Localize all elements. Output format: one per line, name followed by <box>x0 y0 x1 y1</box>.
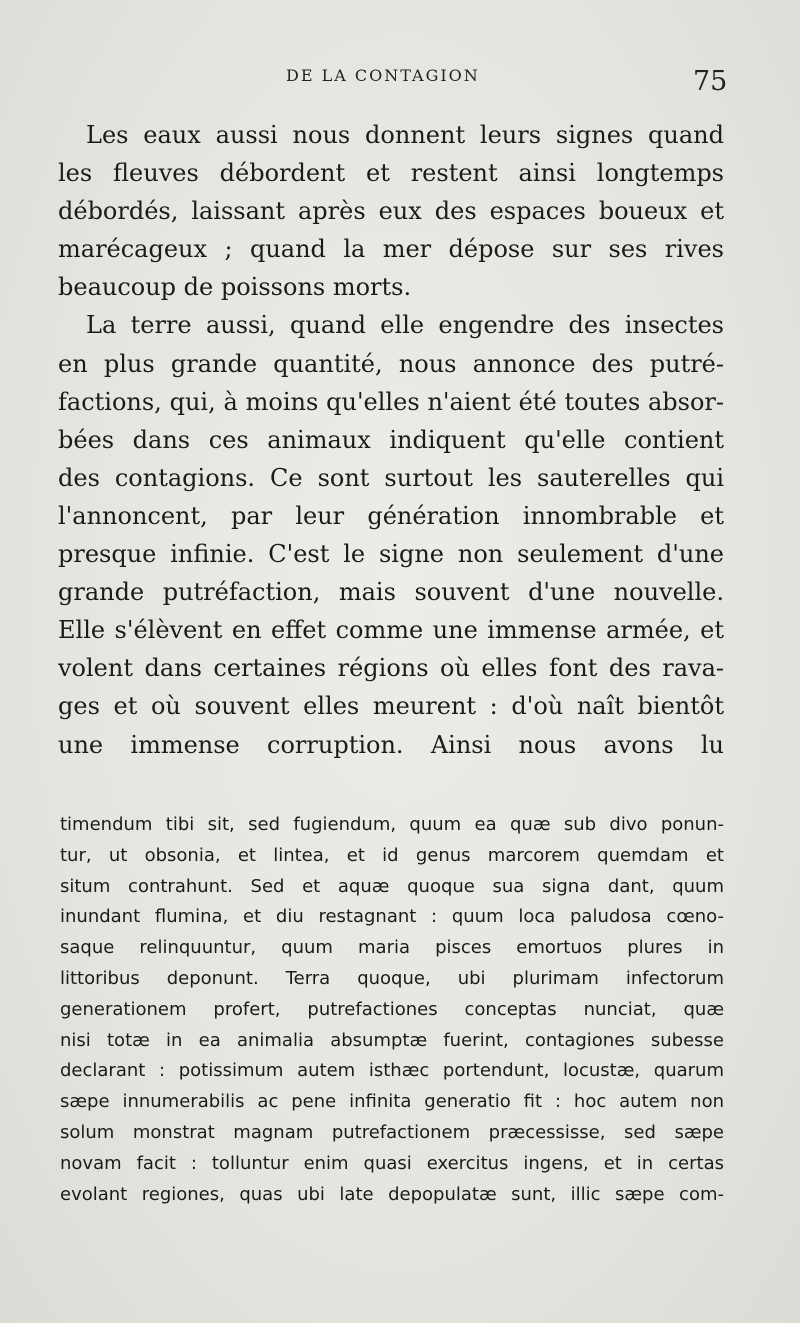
footnote-line: sæpe innumerabilis ac pene infinita generatio fit : hoc autem non <box>60 1091 724 1113</box>
text-line: débordés, laissant après eux des espaces boueux et <box>58 197 724 226</box>
text-line: ges et où souvent elles meurent : d'où naît bientôt <box>58 692 724 721</box>
text-line: presque infinie. C'est le signe non seulement d'une <box>58 540 724 569</box>
text-line: bées dans ces animaux indiquent qu'elle contient <box>58 425 724 454</box>
text-line: Les eaux aussi nous donnent leurs signes quand <box>86 121 724 149</box>
text-line: volent dans certaines régions où elles font des rava- <box>58 654 724 683</box>
footnote-line: novam facit : tolluntur enim quasi exercitus ingens, et in certas <box>60 1152 724 1174</box>
running-head: DE LA CONTAGION <box>286 66 480 85</box>
text-line: l'annoncent, par leur génération innombrable et <box>58 501 724 530</box>
text-line: une immense corruption. Ainsi nous avons lu <box>58 730 724 759</box>
footnote-line: evolant regiones, quas ubi late depopulatæ sunt, illic sæpe com- <box>60 1183 724 1205</box>
text-line: factions, qui, à moins qu'elles n'aient été toutes absor- <box>58 387 724 416</box>
text-line: les fleuves débordent et restent ainsi longtemps <box>58 159 724 188</box>
text-line: grande putréfaction, mais souvent d'une nouvelle. <box>58 578 724 607</box>
footnote-line: declarant : potissimum autem isthæc portendunt, locustæ, quarum <box>60 1060 724 1082</box>
footnote-line: inundant flumina, et diu restagnant : quum loca paludosa cœno- <box>60 906 724 928</box>
page-number: 75 <box>693 66 728 97</box>
latin-footnote <box>60 810 724 1210</box>
text-line: marécageux ; quand la mer dépose sur ses rives <box>58 235 724 264</box>
footnote-line: solum monstrat magnam putrefactionem præcessisse, sed sæpe <box>60 1121 724 1143</box>
text-line: des contagions. Ce sont surtout les sauterelles qui <box>58 463 724 492</box>
footnote-line: generationem profert, putrefactiones conceptas nunciat, quæ <box>60 998 724 1020</box>
text-line: Elle s'élèvent en effet comme une immense armée, et <box>58 616 724 645</box>
footnote-line: tur, ut obsonia, et lintea, et id genus marcorem quemdam et <box>60 844 724 866</box>
footnote-line: nisi totæ in ea animalia absumptæ fuerint, contagiones subesse <box>60 1029 724 1051</box>
footnote-line: situm contrahunt. Sed et aquæ quoque sua signa dant, quum <box>60 875 724 897</box>
text-line: La terre aussi, quand elle engendre des insectes <box>86 311 724 340</box>
main-text <box>58 116 724 764</box>
text-line: beaucoup de poissons morts. <box>58 273 412 302</box>
footnote-line: timendum tibi sit, sed fugiendum, quum ea quæ sub divo ponun- <box>60 814 724 835</box>
text-line: en plus grande quantité, nous annonce des putré- <box>58 349 724 378</box>
footnote-line: littoribus deponunt. Terra quoque, ubi plurimam infectorum <box>60 967 724 989</box>
footnote-line: saque relinquuntur, quum maria pisces emortuos plures in <box>60 937 724 959</box>
